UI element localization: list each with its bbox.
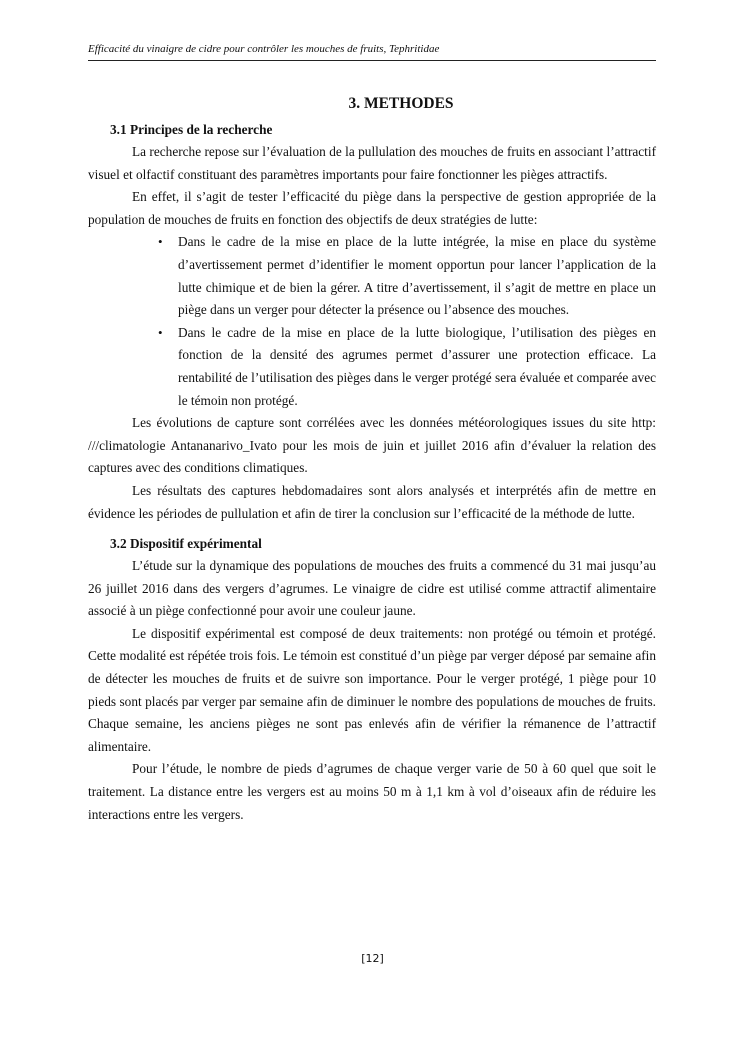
paragraph: Les évolutions de capture sont corrélées avec les données météorologiques issues du site http: ///climatologie Antananarivo_Ivato pour les mois de juin et juillet 2016 afin d’évaluer la relation des captures avec des conditions climatiques. <box>88 415 656 476</box>
bullet-list <box>88 231 656 412</box>
paragraph: La recherche repose sur l’évaluation de la pullulation des mouches de fruits en associant l’attractif visuel et olfactif constituant des paramètres importants pour faire fonctionner les pièges attractifs. <box>88 144 656 182</box>
list-item-text: Dans le cadre de la mise en place de la lutte intégrée, la mise en place du système d’avertissement permet d’identifier le moment opportun pour lancer l’application de la lutte chimique et de bien la gérer. A titre d’avertissement, il s’agit de mettre en place un piège dans un verger pour détecter la présence ou l’absence des mouches. <box>178 234 656 318</box>
paragraph: Pour l’étude, le nombre de pieds d’agrumes de chaque verger varie de 50 à 60 quel que soit le traitement. La distance entre les vergers est au moins 50 m à 1,1 km à vol d’oiseaux afin de réduire les interactions entre les vergers. <box>88 761 656 822</box>
page-body <box>88 92 656 826</box>
chapter-title: 3. METHODES <box>348 95 454 112</box>
paragraph: L’étude sur la dynamique des populations de mouches des fruits a commencé du 31 mai jusqu’au 26 juillet 2016 dans des vergers d’agrumes. Le vinaigre de cidre est utilisé comme attractif alimentaire associé à un piège confectionné pour avoir une couleur jaune. <box>88 558 656 619</box>
bullet-icon: • <box>158 234 163 250</box>
list-item <box>158 231 656 321</box>
list-item-text: Dans le cadre de la mise en place de la lutte biologique, l’utilisation des pièges en fonction de la densité des agrumes permet d’assurer une protection efficace. La rentabilité de l’utilisation des pièges dans le verger protégé sera évaluée et comparée avec le témoin non protégé. <box>178 324 656 408</box>
running-header: Efficacité du vinaigre de cidre pour contrôler les mouches de fruits, Tephritidae <box>88 42 656 61</box>
bullet-icon: • <box>158 324 163 340</box>
page-number: [12] <box>361 952 384 965</box>
paragraph: Le dispositif expérimental est composé de deux traitements: non protégé ou témoin et protégé. Cette modalité est répétée trois fois. Le témoin est constitué d’un piège par verger déposé par semaine afin de détecter les mouches de fruits et de suivre son importance. Pour le verger protégé, 1 piège pour 10 pieds sont placés par verger par semaine afin de diminuer le nombre des populations de mouches de fruits. Chaque semaine, les anciens pièges ne sont pas enlevés afin de vérifier la rémanence de l’attractif alimentaire. <box>88 625 656 754</box>
paragraph: En effet, il s’agit de tester l’efficacité du piège dans la perspective de gestion appropriée de la population de mouches de fruits en fonction des objectifs de deux stratégies de lutte: <box>88 189 656 227</box>
section-title-principes: 3.1 Principes de la recherche <box>110 122 273 137</box>
paragraph: Les résultats des captures hebdomadaires sont alors analysés et interprétés afin de mettre en évidence les périodes de pullulation et afin de tirer la conclusion sur l’efficacité de la méthode de lutte. <box>88 482 656 521</box>
list-item <box>158 322 656 412</box>
section-title-dispositif: 3.2 Dispositif expérimental <box>110 536 262 552</box>
